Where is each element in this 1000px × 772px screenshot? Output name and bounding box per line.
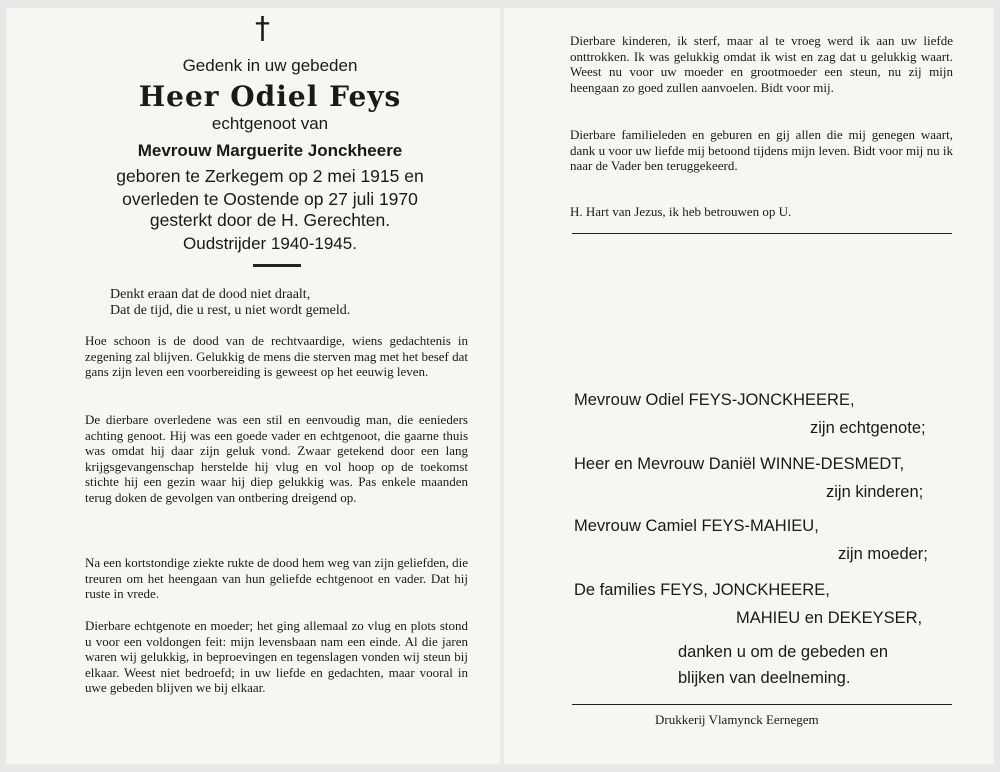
quote-line: Denkt eraan dat de dood niet draalt, bbox=[110, 287, 311, 302]
death-line: overleden te Oostende op 27 juli 1970 bbox=[122, 189, 418, 209]
family-line: blijken van deelneming. bbox=[678, 669, 851, 687]
birth-line: geboren te Zerkegem op 2 mei 1915 en bbox=[116, 166, 424, 186]
family-line: Mevrouw Camiel FEYS-MAHIEU, bbox=[574, 517, 819, 535]
spouse-intro: echtgenoot van bbox=[211, 114, 329, 133]
printer-credit: Drukkerij Vlamynck Eernegem bbox=[655, 712, 819, 727]
spouse-name: Mevrouw Marguerite Jonckheere bbox=[137, 141, 403, 160]
paragraph: De dierbare overledene was een stil en eenvoudig man, die eenieders achting genoot. Hij was een goede vader en echtgenoot, die gaarne thuis was omdat hij daar zijn geluk vond. Zwaar getekend door een lang krijgsgevangenschap herstelde hij vlug en vol hoop op de toekomst stichte hij een gezin waar hij diep gelukkig was. Pas enkele maanden terug doken de gevolgen van ontbering dreigend op. bbox=[85, 412, 468, 505]
family-line: Heer en Mevrouw Daniël WINNE-DESMEDT, bbox=[574, 455, 905, 473]
paragraph: Na een kortstondige ziekte rukte de dood hem weg van zijn geliefden, die treuren om het heengaan van hun geliefde echtgenoot en vader. Dat hij ruste in vrede. bbox=[85, 555, 469, 601]
family-line: zijn moeder; bbox=[838, 545, 928, 563]
deceased-name: Heer Odiel Feys bbox=[138, 80, 402, 113]
ornament-divider bbox=[253, 264, 301, 267]
cross-icon: † bbox=[255, 11, 270, 46]
paragraph: Dierbare familieleden en geburen en gij allen die mij genegen waart, dank u voor uw liefde mij betoond tijdens mijn leven. Bidt voor mij nu ik naar de Vader ben teruggekeerd. bbox=[570, 127, 953, 173]
paragraph: Dierbare kinderen, ik sterf, maar al te vroeg werd ik aan uw liefde onttrokken. Ik was gelukkig omdat ik wist en zag dat u gelukkig waart. Weest nu voor uw moeder en grootmoeder een steun, nu zij mijn heengaan zo goed zullen aanvoelen. Bidt voor mij. bbox=[570, 33, 953, 95]
divider-line bbox=[572, 704, 952, 705]
prayer-line: H. Hart van Jezus, ik heb betrouwen op U. bbox=[570, 204, 792, 219]
veteran-line: Oudstrijder 1940-1945. bbox=[183, 234, 357, 253]
quote-block bbox=[110, 287, 470, 319]
paragraph: Hoe schoon is de dood van de rechtvaardige, wiens gedachtenis in zegening zal blijven. Gelukkig de mens die sterven mag met het besef dat gans zijn leven een voorbereiding is geweest op het eeuwig leven. bbox=[85, 333, 469, 379]
divider-line bbox=[572, 233, 952, 234]
memorial-intro: Gedenk in uw gebeden bbox=[182, 56, 358, 75]
sacraments-line: gesterkt door de H. Gerechten. bbox=[149, 210, 391, 230]
quote-line: Dat de tijd, die u rest, u niet wordt gemeld. bbox=[110, 303, 351, 318]
family-line: zijn kinderen; bbox=[826, 483, 924, 501]
family-line: danken u om de gebeden en bbox=[678, 643, 889, 661]
family-line: Mevrouw Odiel FEYS-JONCKHEERE, bbox=[574, 391, 855, 409]
paragraph: Dierbare echtgenote en moeder; het ging allemaal zo vlug en plots stond u voor een voldongen feit: mijn levensbaan nam een einde. Al die jaren waren wij gelukkig, in beproevingen en tegenslagen vonden wij steun bij elkaar. Weest niet bedroefd; in uw liefde en gedachten, maar vooral in uwe gebeden blijven we bij elkaar. bbox=[85, 618, 468, 695]
family-line: zijn echtgenote; bbox=[810, 419, 926, 437]
family-line: MAHIEU en DEKEYSER, bbox=[736, 609, 923, 627]
family-line: De families FEYS, JONCKHEERE, bbox=[574, 581, 830, 599]
